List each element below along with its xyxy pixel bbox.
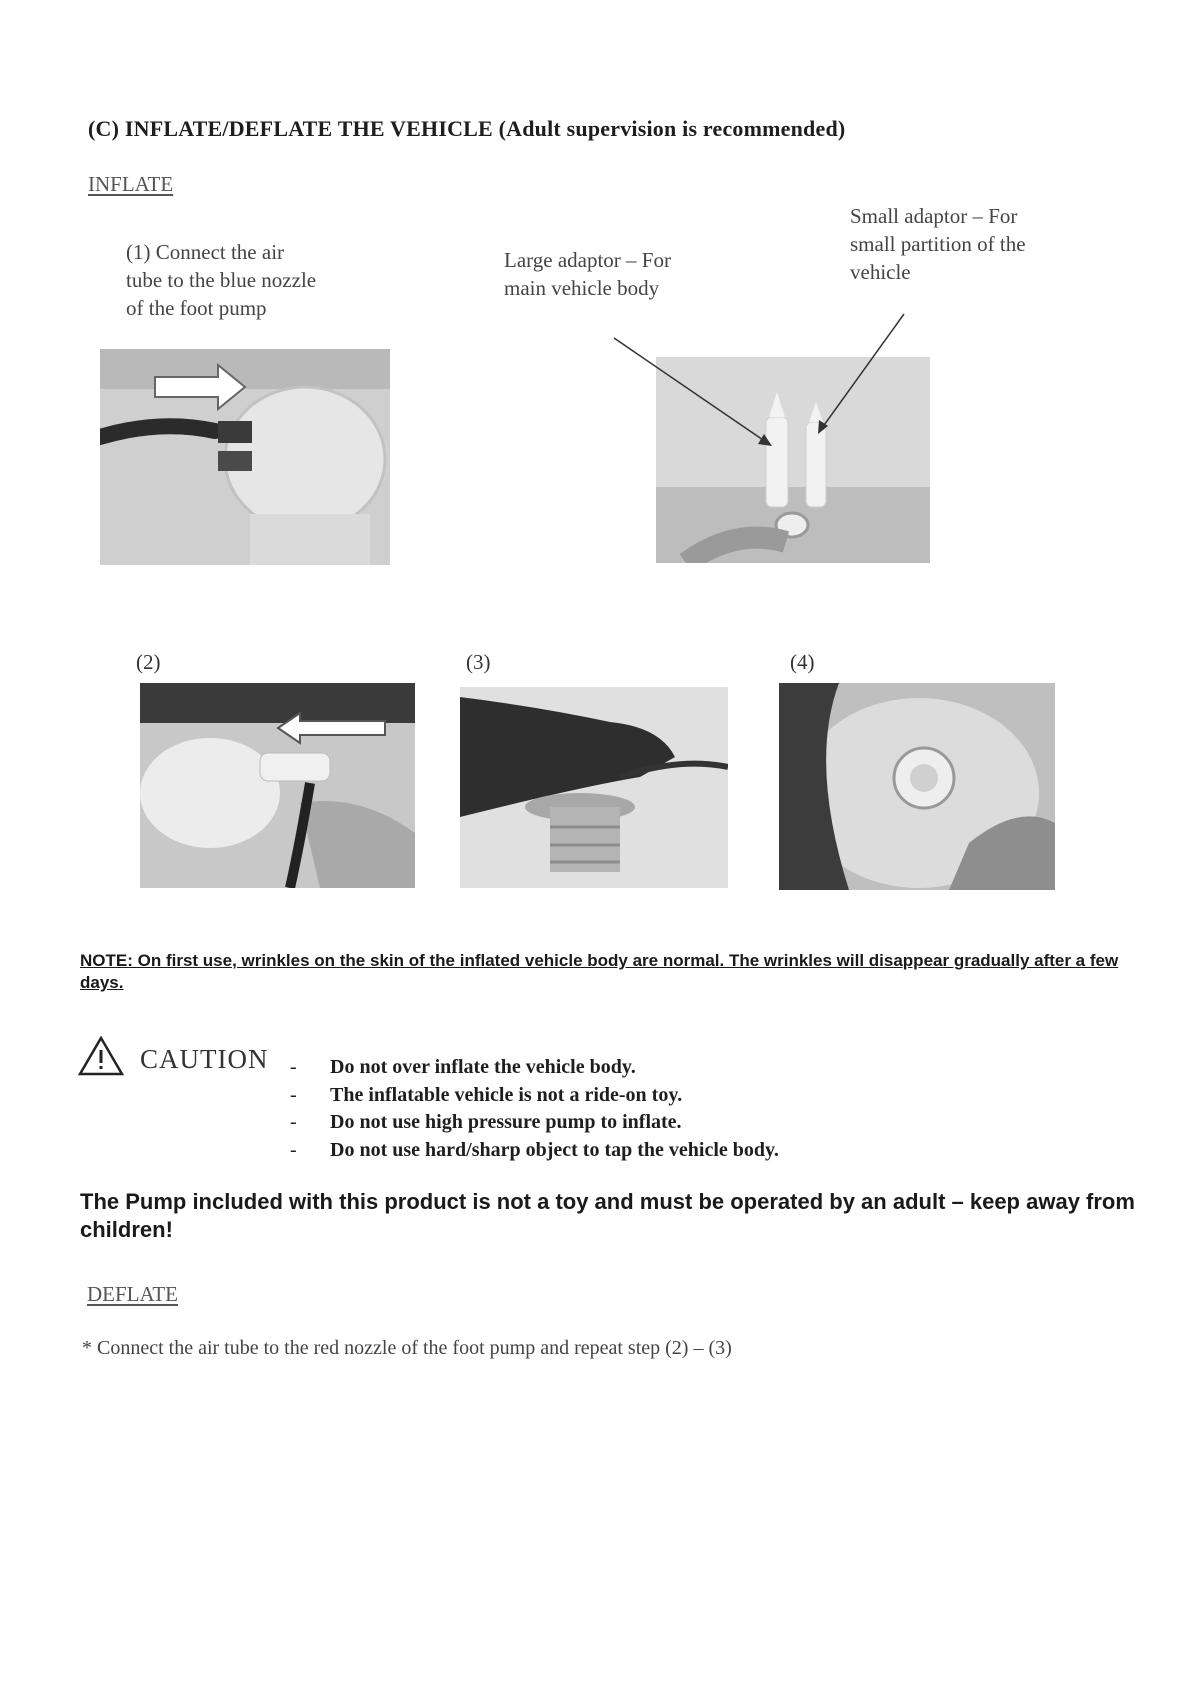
caution-item: - Do not use high pressure pump to inflate. xyxy=(290,1111,682,1133)
caution-item: - Do not use hard/sharp object to tap the vehicle body. xyxy=(290,1138,779,1161)
inflate-heading: INFLATE xyxy=(88,172,174,196)
caution-label: CAUTION xyxy=(140,1044,269,1074)
caution-item: - Do not over inflate the vehicle body. xyxy=(290,1056,636,1078)
step3-number: (3) xyxy=(466,650,491,674)
section-title: (C) INFLATE/DEFLATE THE VEHICLE (Adult supervision is recommended) xyxy=(88,116,846,141)
step4-number: (4) xyxy=(790,650,815,674)
wrinkle-note: NOTE: On first use, wrinkles on the skin of the inflated vehicle body are normal. The wrinkles will disappear gradually after a few days. xyxy=(80,951,1119,992)
photo-connect-air-tube xyxy=(100,349,390,565)
caution-item: - The inflatable vehicle is not a ride-on toy. xyxy=(290,1083,683,1106)
photo-step4 xyxy=(779,683,1055,890)
deflate-instruction: * Connect the air tube to the red nozzle of the foot pump and repeat step (2) – (3) xyxy=(82,1337,732,1359)
step2-number: (2) xyxy=(136,650,161,674)
caution-warning-icon xyxy=(78,1036,124,1076)
adaptor-pointer-arrows xyxy=(600,310,920,480)
small-adaptor-caption: Small adaptor – For small partition of the vehicle xyxy=(850,204,1026,284)
photo-step2 xyxy=(140,683,415,888)
step1-caption: (1) Connect the air tube to the blue nozzle of the foot pump xyxy=(126,240,317,320)
caution-list xyxy=(290,1054,779,1164)
large-adaptor-caption: Large adaptor – For main vehicle body xyxy=(504,248,671,300)
pump-warning: The Pump included with this product is not a toy and must be operated by an adult – keep away from children! xyxy=(80,1189,1135,1242)
deflate-heading: DEFLATE xyxy=(87,1282,178,1306)
photo-step3 xyxy=(460,687,728,888)
